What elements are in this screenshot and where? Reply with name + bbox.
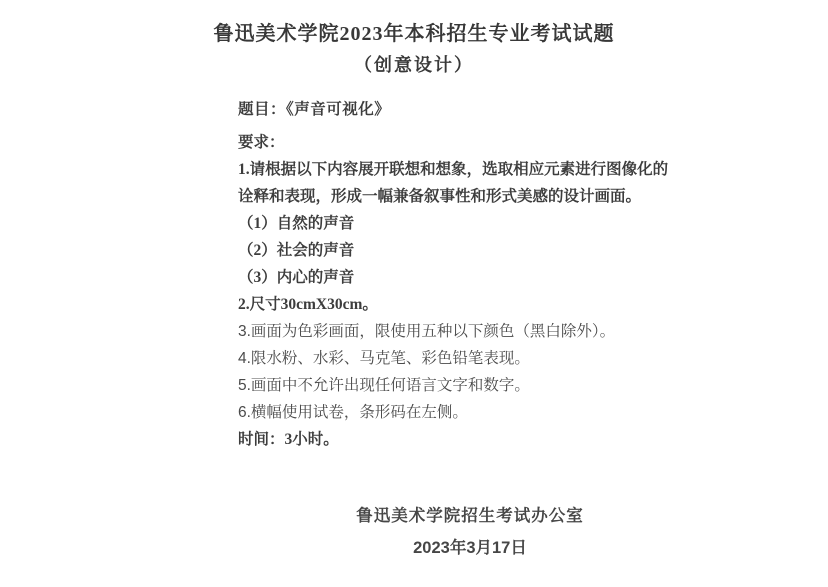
requirement-line: 4.限水粉、水彩、马克笔、彩色铅笔表现。 bbox=[238, 350, 530, 367]
page-subtitle: （创意设计） bbox=[354, 55, 474, 75]
requirements-heading: 要求： bbox=[238, 134, 285, 151]
requirement-line: 1.请根据以下内容展开联想和想象，选取相应元素进行图像化的 bbox=[238, 161, 669, 178]
requirement-line: 3.画面为色彩画面，限使用五种以下颜色（黑白除外）。 bbox=[238, 323, 616, 340]
title-block bbox=[0, 20, 828, 80]
requirement-line: （1）自然的声音 bbox=[238, 215, 355, 232]
requirement-line: （2）社会的声音 bbox=[238, 242, 355, 259]
footer-date: 2023年3月17日 bbox=[413, 539, 527, 557]
duration-line: 时间：3小时。 bbox=[238, 431, 339, 448]
requirement-line: （3）内心的声音 bbox=[238, 269, 355, 286]
requirement-line: 2.尺寸30cmX30cm。 bbox=[238, 296, 378, 313]
footer-block bbox=[56, 505, 828, 559]
requirement-line: 诠释和表现，形成一幅兼备叙事性和形式美感的设计画面。 bbox=[238, 188, 642, 205]
requirement-line: 5.画面中不允许出现任何语言文字和数字。 bbox=[238, 377, 530, 394]
page-title: 鲁迅美术学院2023年本科招生专业考试试题 bbox=[213, 23, 615, 45]
exam-body bbox=[238, 96, 669, 453]
subject-line: 题目：《声音可视化》 bbox=[238, 101, 391, 118]
requirement-line: 6.横幅使用试卷，条形码在左侧。 bbox=[238, 404, 468, 421]
footer-office: 鲁迅美术学院招生考试办公室 bbox=[356, 507, 584, 525]
